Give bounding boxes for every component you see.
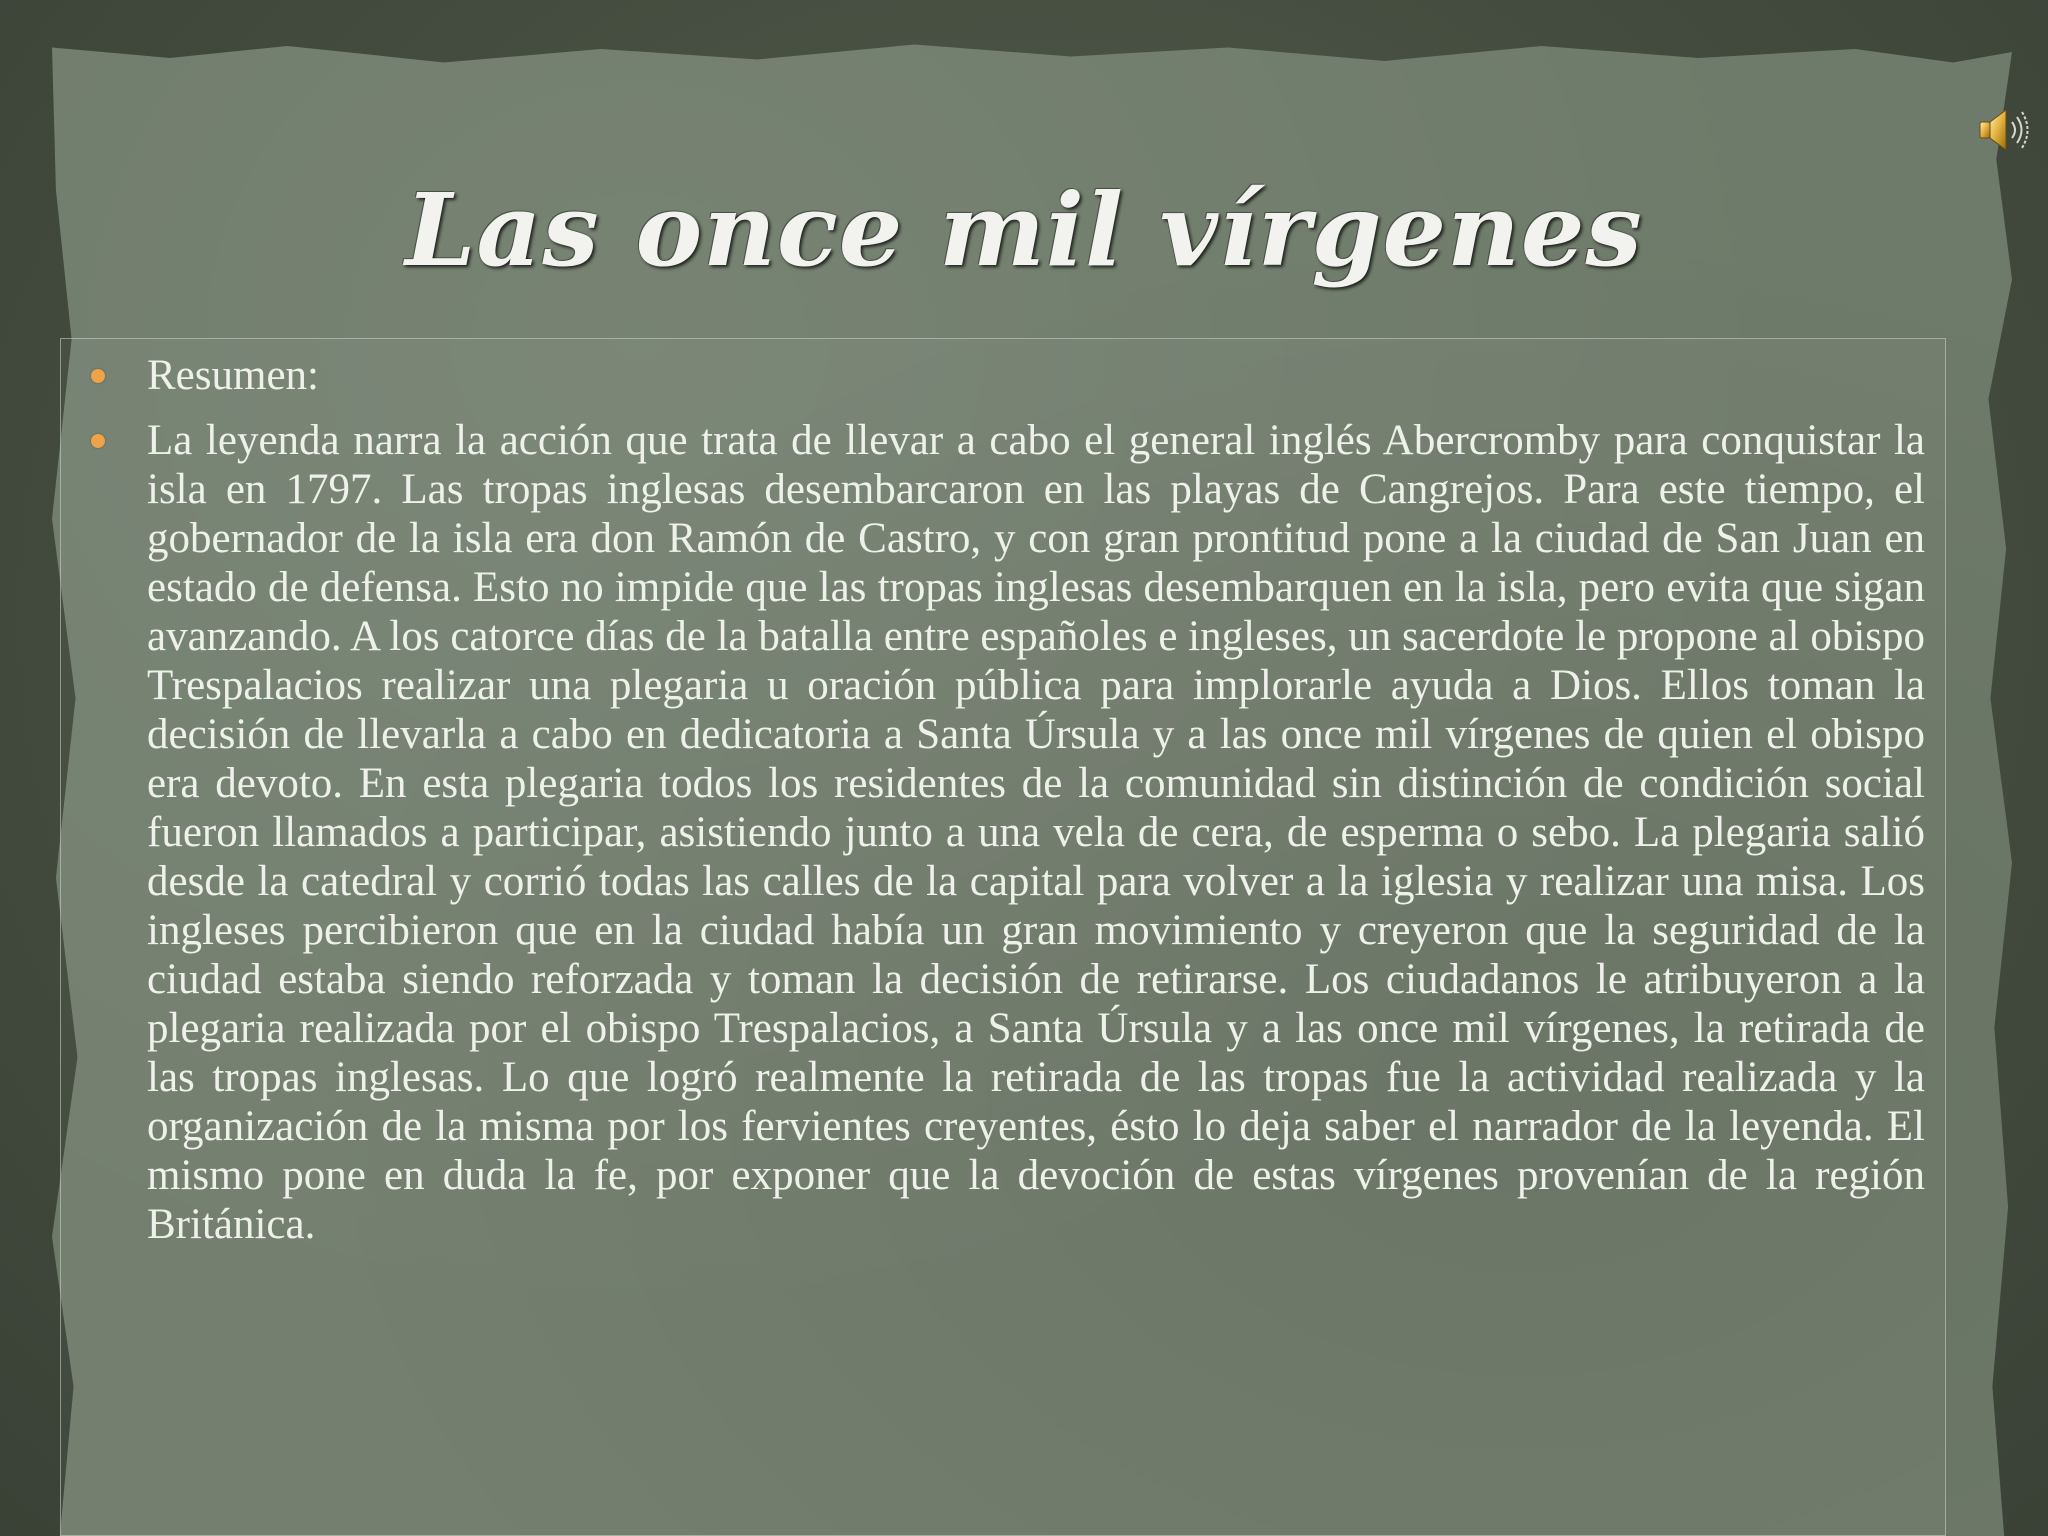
bullet-dot-icon	[91, 434, 105, 448]
speaker-icon-graphic	[1976, 102, 2032, 158]
slide-title: Las once mil vírgenes	[405, 171, 1643, 289]
content-placeholder	[60, 338, 1946, 1536]
bullet-dot-icon	[91, 369, 105, 383]
speaker-icon[interactable]	[1976, 102, 2032, 158]
bullet-item-resumen	[61, 351, 1925, 400]
bullet-text-resumen: Resumen:	[147, 352, 319, 399]
bullet-text-summary: La leyenda narra la acción que trata de llevar a cabo el general inglés Abercromby para conquistar la isla en 1797. Las tropas inglesas desembarcaron en las playas de Cangrejos. Para este tiempo, el gobernador de la isla era don Ramón de Castro, y con gran prontitud pone a la ciudad de San Juan en estado de defensa. Esto no impide que las tropas inglesas desembarquen en la isla, pero evita que sigan avanzando. A los catorce días de la batalla entre españoles e ingleses, un sacerdote le propone al obispo Trespalacios realizar una plegaria u oración pública para implorarle ayuda a Dios. Ellos toman la decisión de llevarla a cabo en dedicatoria a Santa Úrsula y a las once mil vírgenes de quien el obispo era devoto. En esta plegaria todos los residentes de la comunidad sin distinción de condición social fueron llamados a participar, asistiendo junto a una vela de cera, de esperma o sebo. La plegaria salió desde la catedral y corrió todas las calles de la capital para volver a la iglesia y realizar una misa. Los ingleses percibieron que en la ciudad había un gran movimiento y creyeron que la seguridad de la ciudad estaba siendo reforzada y toman la decisión de retirarse. Los ciudadanos le atribuyeron a la plegaria realizada por el obispo Trespalacios, a Santa Úrsula y a las once mil vírgenes, la retirada de las tropas inglesas. Lo que logró realmente la retirada de las tropas fue la actividad realizada y la organización de la misma por los fervientes creyentes, ésto lo deja saber el narrador de la leyenda. El mismo pone en duda la fe, por exponer que la devoción de estas vírgenes provenían de la región Británica.	[147, 417, 1925, 1248]
bullet-list	[61, 351, 1925, 1265]
bullet-item-summary	[61, 416, 1925, 1249]
